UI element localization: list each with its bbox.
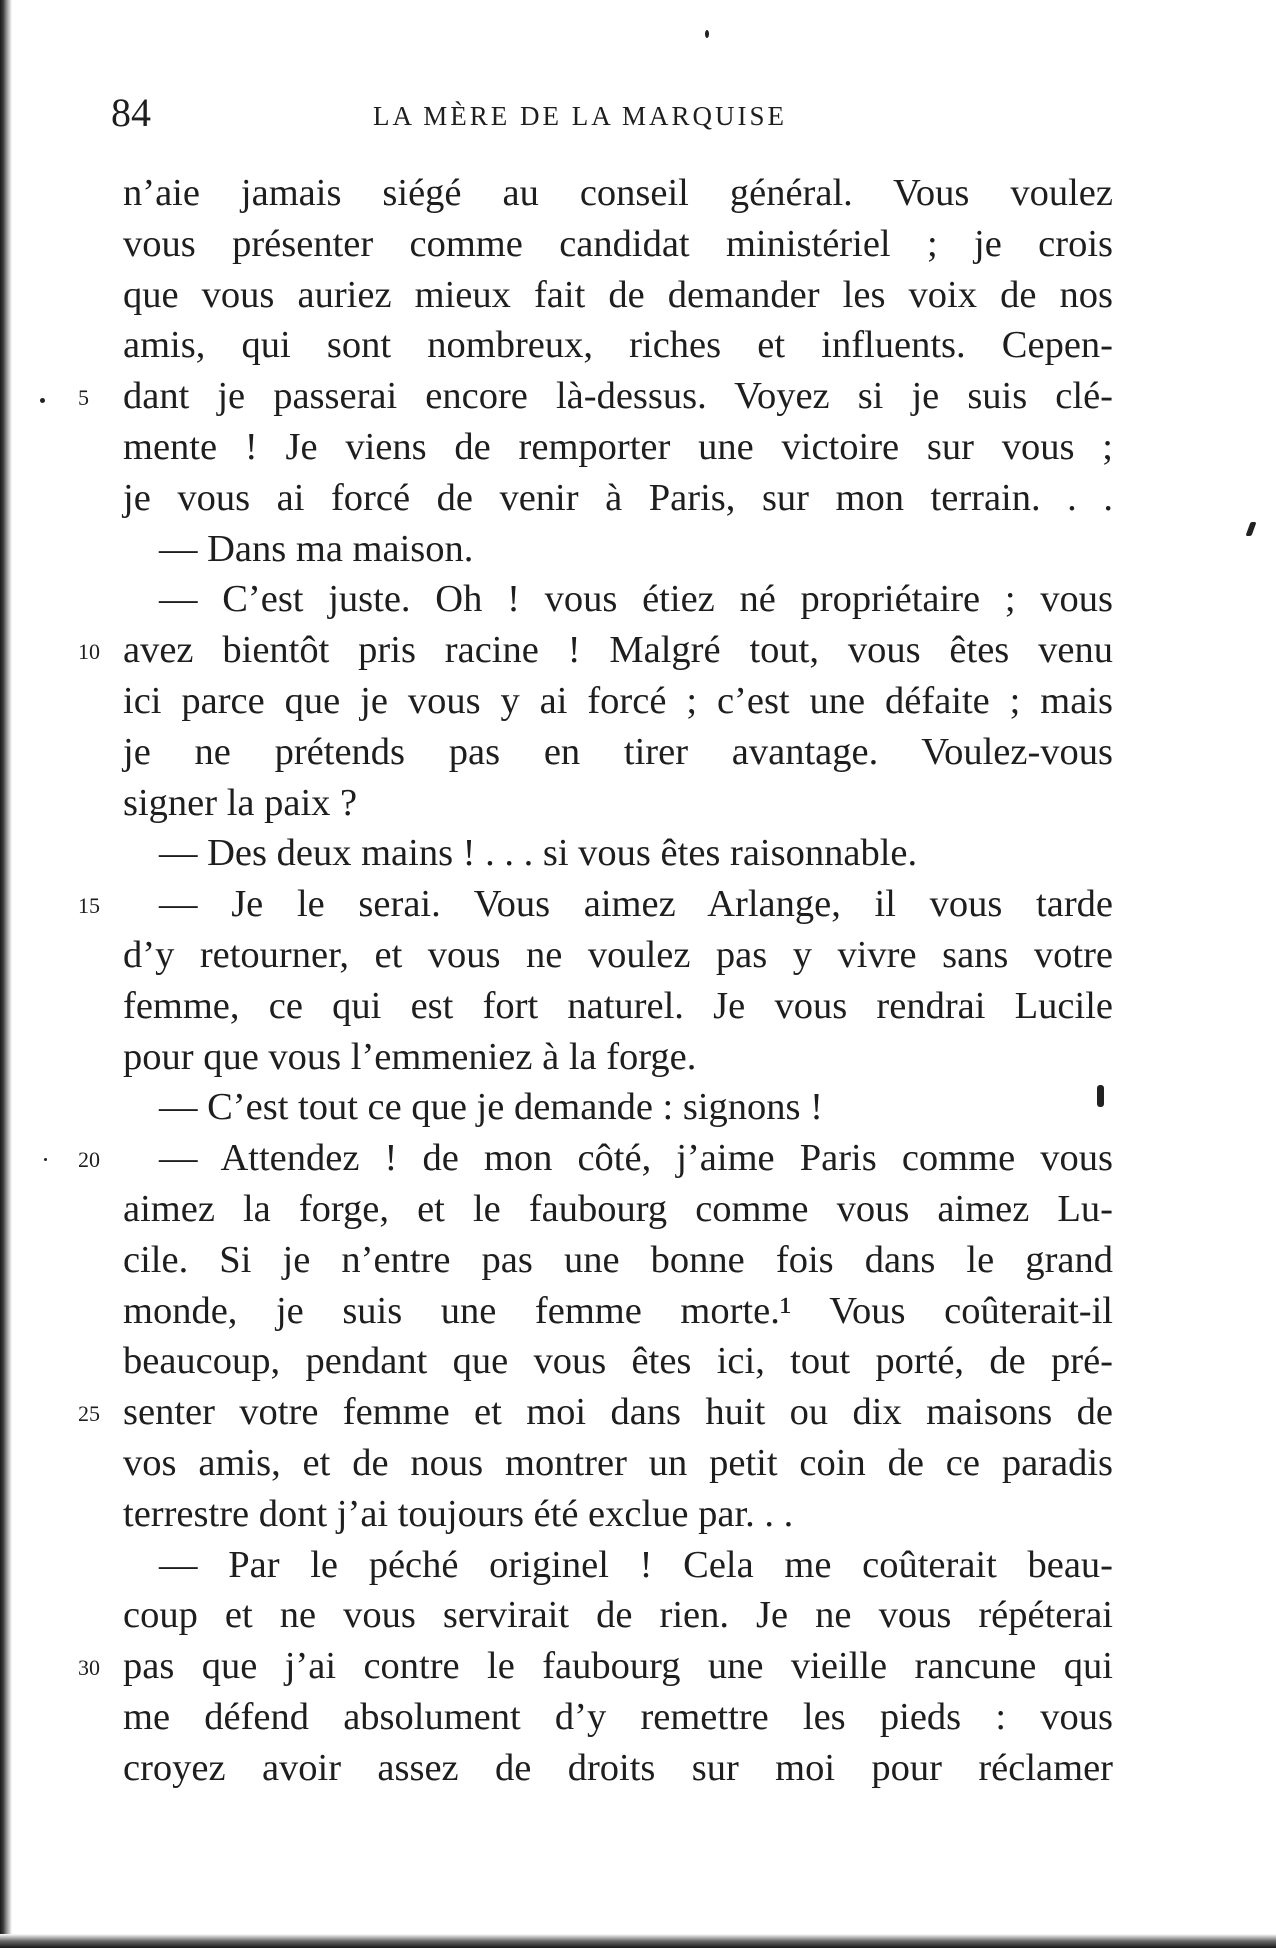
running-title: LA MÈRE DE LA MARQUISE	[373, 101, 788, 131]
text-line-content: n’aie jamais siégé au conseil général. Vous voulez	[123, 172, 1113, 214]
text-line	[123, 981, 1113, 1032]
text-line	[123, 1489, 1113, 1540]
text-line	[123, 1082, 1113, 1133]
text-line	[123, 320, 1113, 371]
text-line-content: — Attendez ! de mon côté, j’aime Paris comme vous	[159, 1137, 1113, 1180]
text-line-content: me défend absolument d’y remettre les pieds : vous	[123, 1695, 1113, 1738]
text-line-content: dant je passerai encore là-dessus. Voyez si je suis clé-	[123, 375, 1113, 418]
text-line-content: je vous ai forcé de venir à Paris, sur mon terrain. . .	[123, 476, 1113, 519]
text-line	[123, 1692, 1113, 1743]
page-bottom-edge	[0, 1934, 1276, 1948]
line-number: 20	[78, 1147, 100, 1173]
text-line-content: d’y retourner, et vous ne voulez pas y vivre sans votre	[123, 933, 1113, 976]
text-line	[123, 422, 1113, 473]
text-line-content: terrestre dont j’ai toujours été exclue par. . .	[123, 1492, 794, 1535]
line-number: 25	[78, 1401, 100, 1427]
text-line-content: femme, ce qui est fort naturel. Je vous rendrai Lucile	[123, 984, 1113, 1027]
text-line	[123, 1235, 1113, 1286]
ink-speck	[44, 1158, 47, 1161]
text-line	[78, 371, 1113, 422]
text-line-content: que vous auriez mieux fait de demander les voix de nos	[123, 273, 1113, 316]
line-number: 5	[78, 385, 89, 411]
text-line-content: — Dans ma maison.	[159, 527, 474, 570]
text-line	[123, 1286, 1113, 1337]
text-line-content: vos amis, et de nous montrer un petit coin de ce paradis	[123, 1441, 1113, 1484]
text-line-content: beaucoup, pendant que vous êtes ici, tout porté, de pré-	[123, 1340, 1113, 1383]
page-number: 84	[111, 90, 151, 135]
text-line	[78, 1133, 1113, 1184]
text-line-content: croyez avoir assez de droits sur moi pour réclamer	[123, 1746, 1113, 1789]
line-number: 10	[78, 639, 100, 665]
text-line	[123, 778, 1113, 829]
text-line	[123, 930, 1113, 981]
text-line	[123, 828, 1113, 879]
page-left-edge	[0, 0, 12, 1948]
line-number: 30	[78, 1655, 100, 1681]
text-line-content: — C’est juste. Oh ! vous étiez né propriétaire ; vous	[159, 578, 1113, 621]
text-line-content: amis, qui sont nombreux, riches et influents. Cepen-	[123, 324, 1113, 367]
text-line	[123, 1032, 1113, 1083]
text-line	[123, 1184, 1113, 1235]
text-line-content: avez bientôt pris racine ! Malgré tout, vous êtes venu	[123, 629, 1113, 672]
body-text	[78, 168, 1113, 1794]
text-line-content: aimez la forge, et le faubourg comme vous aimez Lu-	[123, 1187, 1113, 1230]
text-line	[123, 727, 1113, 778]
text-line-content: je ne prétends pas en tirer avantage. Voulez-vous	[123, 730, 1113, 773]
text-line-content: mente ! Je viens de remporter une victoire sur vous ;	[123, 425, 1113, 468]
text-line-content: monde, je suis une femme morte.¹ Vous coûterait-il	[123, 1289, 1113, 1332]
page-header	[0, 88, 1276, 138]
text-line	[123, 1336, 1113, 1387]
ink-speck	[1245, 522, 1256, 536]
line-number: 15	[78, 893, 100, 919]
text-line	[78, 625, 1113, 676]
text-line	[123, 1438, 1113, 1489]
text-line	[78, 1387, 1113, 1438]
text-line-content: senter votre femme et moi dans huit ou dix maisons de	[123, 1391, 1113, 1434]
text-line	[123, 1743, 1113, 1794]
text-line	[123, 1540, 1113, 1591]
text-line	[78, 879, 1113, 930]
text-line	[123, 524, 1113, 575]
text-line	[123, 1590, 1113, 1641]
text-line-content: coup et ne vous servirait de rien. Je ne vous répéterai	[123, 1594, 1113, 1637]
text-line	[123, 219, 1113, 270]
text-line	[78, 1641, 1113, 1692]
text-line	[123, 676, 1113, 727]
text-line-content: — Je le serai. Vous aimez Arlange, il vous tarde	[159, 883, 1113, 926]
text-line-content: — Par le péché originel ! Cela me coûterait beau-	[159, 1543, 1113, 1586]
text-line-content: — C’est tout ce que je demande : signons !	[159, 1086, 823, 1129]
text-line	[123, 574, 1113, 625]
text-line-content: ici parce que je vous y ai forcé ; c’est une défaite ; mais	[123, 679, 1113, 722]
text-line	[123, 270, 1113, 321]
text-line	[123, 168, 1113, 219]
text-line-content: — Des deux mains ! . . . si vous êtes raisonnable.	[159, 832, 918, 875]
text-line-content: pour que vous l’emmeniez à la forge.	[123, 1035, 697, 1078]
text-line-content: signer la paix ?	[123, 781, 358, 824]
ink-speck	[1097, 1085, 1104, 1107]
ink-speck	[705, 30, 709, 38]
text-line-content: cile. Si je n’entre pas une bonne fois dans le grand	[123, 1238, 1113, 1281]
text-line	[123, 473, 1113, 524]
text-line-content: vous présenter comme candidat ministériel ; je crois	[123, 222, 1113, 265]
text-line-content: pas que j’ai contre le faubourg une vieille rancune qui	[123, 1645, 1113, 1688]
ink-speck	[40, 398, 45, 403]
